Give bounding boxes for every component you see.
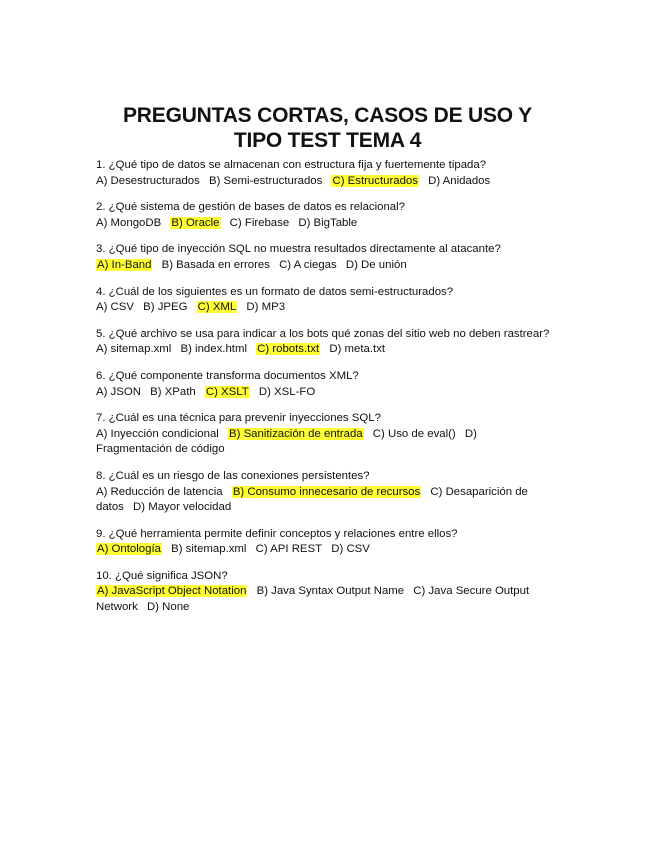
- question-item: [96, 242, 551, 273]
- answer-option: B) Basada en errores: [161, 258, 270, 271]
- question-text: 9. ¿Qué herramienta permite definir conceptos y relaciones entre ellos?: [96, 527, 458, 540]
- answer-options: [96, 427, 551, 458]
- question-item: [96, 285, 551, 316]
- question-text: 8. ¿Cuál es un riesgo de las conexiones persistentes?: [96, 469, 370, 482]
- question-text: 6. ¿Qué componente transforma documentos XML?: [96, 369, 359, 382]
- question-item: [96, 569, 551, 616]
- answer-option: A) Desestructurados: [96, 174, 200, 187]
- question-item: [96, 411, 551, 458]
- answer-options: [96, 385, 551, 401]
- question-text: 3. ¿Qué tipo de inyección SQL no muestra resultados directamente al atacante?: [96, 243, 501, 256]
- answer-option: A) Reducción de latencia: [96, 485, 223, 498]
- question-item: [96, 369, 551, 400]
- answer-option: D) BigTable: [298, 216, 358, 229]
- answer-option: D) CSV: [331, 543, 370, 556]
- answer-options: [96, 542, 551, 558]
- answer-option: C) A ciegas: [279, 258, 337, 271]
- question-text: 7. ¿Cuál es una técnica para prevenir inyecciones SQL?: [96, 412, 381, 425]
- answer-option: D) Fragmentación de código: [96, 427, 477, 456]
- answer-option: C) Uso de eval(): [372, 427, 456, 440]
- question-list: [96, 158, 551, 627]
- question-text: 2. ¿Qué sistema de gestión de bases de datos es relacional?: [96, 201, 405, 214]
- answer-option: A) JSON: [96, 385, 141, 398]
- answer-option: D) meta.txt: [329, 343, 386, 356]
- question-item: [96, 158, 551, 189]
- answer-option: B) Java Syntax Output Name: [256, 585, 405, 598]
- answer-options: [96, 485, 551, 516]
- question-text: 4. ¿Cuál de los siguientes es un formato de datos semi-estructurados?: [96, 285, 454, 298]
- answer-option: B) index.html: [180, 343, 247, 356]
- document-title: [96, 103, 559, 153]
- correct-answer-option: C) Estructurados: [332, 174, 418, 187]
- answer-option: C) Java Secure Output Network: [96, 585, 530, 614]
- question-item: [96, 200, 551, 231]
- answer-options: [96, 216, 551, 232]
- question-item: [96, 327, 551, 358]
- answer-options: [96, 174, 551, 190]
- answer-option: D) MP3: [246, 301, 286, 314]
- answer-option: A) Inyección condicional: [96, 427, 219, 440]
- answer-option: D) Anidados: [428, 174, 491, 187]
- answer-option: D) None: [146, 601, 190, 614]
- answer-options: [96, 584, 551, 615]
- question-text: 1. ¿Qué tipo de datos se almacenan con estructura fija y fuertemente tipada?: [96, 159, 487, 171]
- title-line-2: TIPO TEST TEMA 4: [233, 129, 422, 152]
- answer-options: [96, 258, 551, 274]
- correct-answer-option: B) Oracle: [171, 216, 220, 229]
- question-text: 10. ¿Qué significa JSON?: [96, 569, 228, 582]
- question-item: [96, 469, 551, 516]
- answer-option: A) sitemap.xml: [96, 343, 172, 356]
- answer-option: B) Semi-estructurados: [209, 174, 323, 187]
- title-line-1: PREGUNTAS CORTAS, CASOS DE USO Y: [123, 104, 532, 127]
- question-item: [96, 527, 551, 558]
- answer-option: C) Firebase: [229, 216, 290, 229]
- correct-answer-option: B) Consumo innecesario de recursos: [232, 485, 421, 498]
- correct-answer-option: C) XML: [197, 301, 237, 314]
- answer-option: C) Desaparición de datos: [96, 485, 528, 514]
- correct-answer-option: C) robots.txt: [257, 343, 320, 356]
- answer-option: D) Mayor velocidad: [133, 501, 232, 514]
- answer-option: D) De unión: [345, 258, 407, 271]
- correct-answer-option: A) JavaScript Object Notation: [97, 585, 247, 598]
- correct-answer-option: A) In-Band: [97, 258, 152, 271]
- answer-option: A) CSV: [96, 301, 134, 314]
- answer-option: B) sitemap.xml: [171, 543, 247, 556]
- question-text: 5. ¿Qué archivo se usa para indicar a los bots qué zonas del sitio web no deben rastrear?: [96, 327, 550, 340]
- answer-option: B) JPEG: [143, 301, 188, 314]
- answer-option: A) MongoDB: [96, 216, 162, 229]
- answer-options: [96, 300, 551, 316]
- answer-option: D) XSL-FO: [258, 385, 316, 398]
- answer-options: [96, 342, 551, 358]
- correct-answer-option: B) Sanitización de entrada: [229, 427, 363, 440]
- correct-answer-option: A) Ontología: [97, 543, 161, 556]
- correct-answer-option: C) XSLT: [205, 385, 249, 398]
- answer-option: C) API REST: [255, 543, 323, 556]
- answer-option: B) XPath: [150, 385, 196, 398]
